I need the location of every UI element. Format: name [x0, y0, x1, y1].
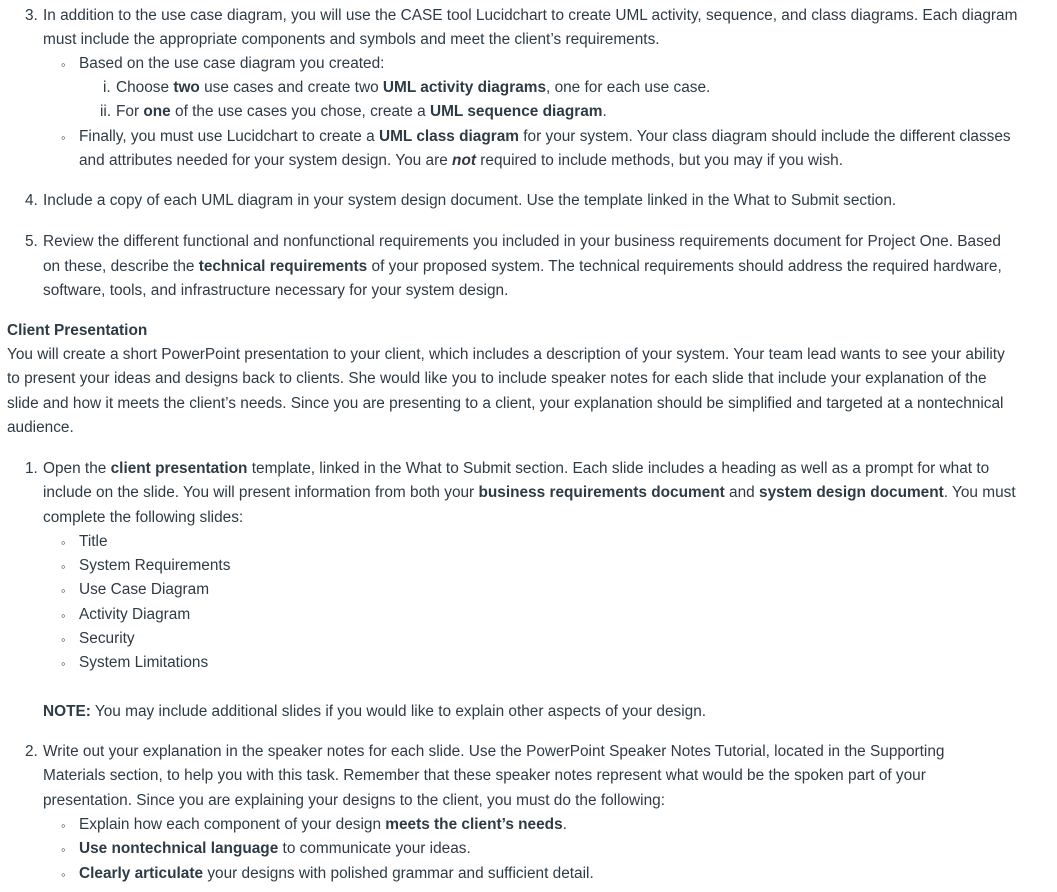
bullet-icon: ◦ [61, 57, 66, 72]
step1-text-line: complete the following slides: [43, 508, 244, 526]
bullet-icon: ◦ [61, 866, 66, 882]
bullet-icon: ◦ [61, 130, 66, 145]
bullet-icon: ◦ [61, 842, 66, 858]
bullet-icon: ◦ [61, 631, 66, 647]
sub-list-text: For one of the use cases you chose, create a UML sequence diagram. [116, 103, 607, 120]
paragraph-line: audience. [7, 418, 74, 436]
paragraph-line: You will create a short PowerPoint presentation to your client, which includes a description of your system. Your team lead wants to see your ability [7, 346, 1005, 363]
bullet-icon: ◦ [61, 535, 66, 550]
paragraph-line: slide and how it meets the client’s needs. Since you are presenting to a client, your explanation should be simplified and targeted at a nontechnical [7, 394, 1004, 412]
slide-list-item: System Limitations [79, 654, 209, 671]
slide-list-item: Activity Diagram [79, 605, 191, 623]
bullet-text: Based on the use case diagram you created: [79, 55, 385, 72]
slide-list-item: Use Case Diagram [79, 581, 210, 599]
bullet-icon: ◦ [61, 656, 66, 671]
step2-text-line: presentation. Since you are explaining your designs to the client, you must do the following: [43, 791, 665, 809]
item3-text-line: In addition to the use case diagram, you will use the CASE tool Lucidchart to create UML activity, sequence, and class diagrams. Each diagram [43, 7, 1018, 24]
slide-list-item: Security [79, 629, 135, 647]
slide-list-item: System Requirements [79, 557, 231, 575]
section-heading: Client Presentation [7, 322, 148, 339]
bullet-text: Use nontechnical language to communicate your ideas. [79, 840, 471, 858]
slide-list-item: Title [79, 533, 108, 550]
item3-text-line: must include the appropriate components and symbols and meet the client’s requirements. [43, 31, 660, 48]
bullet-icon: ◦ [61, 559, 66, 575]
list-number: 4. [25, 192, 38, 209]
step1-text-line: include on the slide. You will present information from both your business requirements document and system design document. You must [43, 484, 1016, 502]
step2-text-line: Materials section, to help you with this task. Remember that these speaker notes represent what would be the spoken part of your [43, 767, 926, 785]
list-number: 5. [25, 233, 38, 250]
sub-list-number: i. [103, 79, 111, 96]
bullet-text: Explain how each component of your design meets the client’s needs. [79, 816, 567, 833]
note-text: NOTE: You may include additional slides if you would like to explain other aspects of your design. [43, 703, 707, 720]
item5-text-line: software, tools, and infrastructure necessary for your system design. [43, 282, 509, 299]
bullet-text: Clearly articulate your designs with polished grammar and sufficient detail. [79, 864, 594, 882]
item5-text-line: on these, describe the technical requirements of your proposed system. The technical requirements should address the required hardware, [43, 257, 1002, 275]
bullet-icon: ◦ [61, 583, 66, 599]
bullet-icon: ◦ [61, 818, 66, 833]
sub-list-text: Choose two use cases and create two UML activity diagrams, one for each use case. [116, 79, 711, 96]
list-number: 3. [25, 7, 38, 24]
item4-text-line: Include a copy of each UML diagram in your system design document. Use the template linked in the What to Submit section. [43, 192, 897, 209]
list-number: 2. [25, 743, 38, 760]
step2-text-line: Write out your explanation in the speaker notes for each slide. Use the PowerPoint Speaker Notes Tutorial, located in the Supporting [43, 743, 945, 760]
step1-text-line: Open the client presentation template, linked in the What to Submit section. Each slide includes a heading as well as a prompt for what to [43, 460, 990, 477]
paragraph-line: to present your ideas and designs back to clients. She would like you to include speaker notes for each slide that include your explanation of the [7, 370, 987, 388]
bullet-text: and attributes needed for your system design. You are not required to include methods, but you may if you wish. [79, 152, 843, 169]
item5-text-line: Review the different functional and nonfunctional requirements you included in your business requirements document for Project One. Based [43, 233, 1001, 250]
bullet-icon: ◦ [61, 607, 66, 623]
sub-list-number: ii. [100, 103, 112, 120]
bullet-text: Finally, you must use Lucidchart to create a UML class diagram for your system. Your class diagram should include the different classes [79, 128, 1011, 145]
list-number: 1. [25, 460, 38, 477]
